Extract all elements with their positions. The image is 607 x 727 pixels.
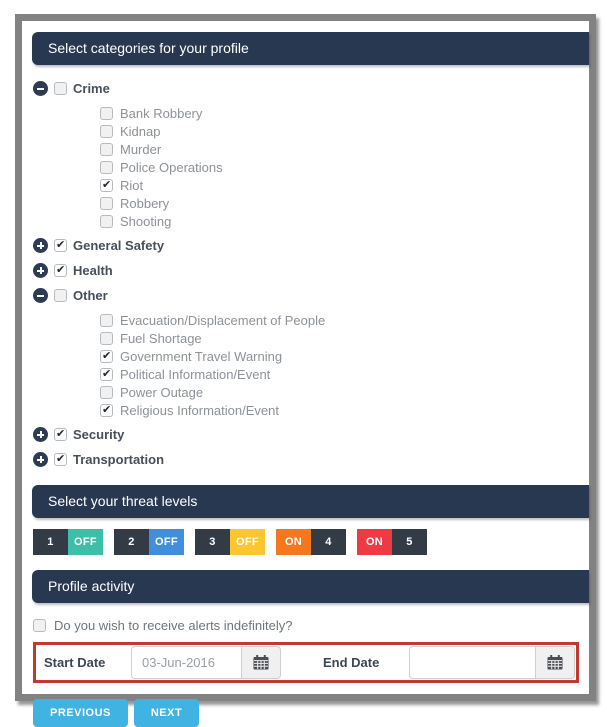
subcategory-row-bank-robbery <box>100 105 589 121</box>
category-label: Security <box>73 427 125 442</box>
categories-section-header: Select categories for your profile <box>32 32 589 65</box>
activity-section-header: Profile activity <box>32 570 589 603</box>
category-row-health <box>33 262 589 279</box>
subcategory-row-police-operations <box>100 159 589 175</box>
subcategory-row-evacuation-displacement-of-people <box>100 312 589 328</box>
toggle-segment: 1 <box>33 529 68 555</box>
toggle-segment: 3 <box>195 529 230 555</box>
threat-section-header: Select your threat levels <box>32 485 589 518</box>
threat-level-1-toggle[interactable] <box>33 529 103 555</box>
category-row-security <box>33 426 589 443</box>
subcategory-row-government-travel-warning <box>100 348 589 364</box>
subcategory-checkbox-bank-robbery[interactable] <box>100 107 113 120</box>
subcategory-label: Police Operations <box>120 159 223 175</box>
subcategory-label: Religious Information/Event <box>120 402 279 418</box>
subcategory-row-murder <box>100 141 589 157</box>
category-label: General Safety <box>73 238 165 253</box>
subcategory-row-political-information-event <box>100 366 589 382</box>
subcategory-checkbox-shooting[interactable] <box>100 215 113 228</box>
previous-button[interactable]: PREVIOUS <box>33 699 128 727</box>
subcategory-row-kidnap <box>100 123 589 139</box>
category-checkbox-security[interactable] <box>54 428 67 441</box>
subcategory-checkbox-riot[interactable] <box>100 179 113 192</box>
subcategory-checkbox-political-information-event[interactable] <box>100 368 113 381</box>
subcategory-label: Robbery <box>120 195 170 211</box>
threat-level-toggles <box>33 529 589 555</box>
toggle-segment: ON <box>276 529 311 555</box>
calendar-icon <box>253 655 269 670</box>
subcategory-label: Murder <box>120 141 162 157</box>
calendar-icon <box>547 655 563 670</box>
subcategory-checkbox-police-operations[interactable] <box>100 161 113 174</box>
subcategory-checkbox-religious-information-event[interactable] <box>100 404 113 417</box>
subcategory-label: Power Outage <box>120 384 204 400</box>
subcategory-checkbox-murder[interactable] <box>100 143 113 156</box>
subcategory-label: Riot <box>120 177 144 193</box>
category-label: Transportation <box>73 452 165 467</box>
end-date-label: End Date <box>323 655 380 670</box>
toggle-segment: 4 <box>311 529 346 555</box>
toggle-segment: OFF <box>230 529 265 555</box>
plus-circle-icon[interactable] <box>33 452 48 467</box>
subcategory-checkbox-kidnap[interactable] <box>100 125 113 138</box>
category-row-crime <box>33 80 589 97</box>
subcategory-label: Shooting <box>120 213 172 229</box>
threat-level-5-toggle[interactable] <box>357 529 427 555</box>
start-date-label: Start Date <box>44 655 106 670</box>
category-row-transportation <box>33 451 589 468</box>
subcategory-label: Bank Robbery <box>120 105 203 121</box>
category-checkbox-transportation[interactable] <box>54 453 67 466</box>
category-checkbox-crime[interactable] <box>54 82 67 95</box>
category-checkbox-health[interactable] <box>54 264 67 277</box>
subcategory-row-power-outage <box>100 384 589 400</box>
threat-level-2-toggle[interactable] <box>114 529 184 555</box>
category-row-general-safety <box>33 237 589 254</box>
toggle-segment: ON <box>357 529 392 555</box>
subcategory-checkbox-power-outage[interactable] <box>100 386 113 399</box>
threat-level-4-toggle[interactable] <box>276 529 346 555</box>
next-button[interactable]: NEXT <box>134 699 199 727</box>
subcategory-label: Political Information/Event <box>120 366 271 382</box>
category-row-other <box>33 287 589 304</box>
end-date-calendar-button[interactable] <box>535 646 575 679</box>
minus-circle-icon[interactable] <box>33 81 48 96</box>
category-label: Health <box>73 263 113 278</box>
wizard-nav-row <box>33 699 589 727</box>
subcategory-checkbox-robbery[interactable] <box>100 197 113 210</box>
end-date-input[interactable] <box>409 646 535 679</box>
subcategory-row-riot <box>100 177 589 193</box>
subcategory-label: Evacuation/Displacement of People <box>120 312 326 328</box>
plus-circle-icon[interactable] <box>33 238 48 253</box>
indefinite-alerts-label: Do you wish to receive alerts indefinitely? <box>54 618 293 633</box>
subcategory-checkbox-evacuation-displacement-of-people[interactable] <box>100 314 113 327</box>
start-date-calendar-button[interactable] <box>241 646 281 679</box>
indefinite-alerts-row <box>33 618 589 633</box>
category-tree <box>22 65 589 468</box>
subcategory-label: Fuel Shortage <box>120 330 202 346</box>
category-checkbox-other[interactable] <box>54 289 67 302</box>
screenshot-frame <box>15 14 596 719</box>
category-label: Crime <box>73 81 110 96</box>
start-date-group <box>131 646 281 679</box>
start-date-input[interactable] <box>131 646 241 679</box>
subcategory-row-religious-information-event <box>100 402 589 418</box>
subcategory-row-shooting <box>100 213 589 229</box>
profile-setup-panel <box>22 21 589 719</box>
subcategory-label: Government Travel Warning <box>120 348 283 364</box>
category-checkbox-general-safety[interactable] <box>54 239 67 252</box>
toggle-segment: OFF <box>68 529 103 555</box>
toggle-segment: 2 <box>114 529 149 555</box>
plus-circle-icon[interactable] <box>33 263 48 278</box>
plus-circle-icon[interactable] <box>33 427 48 442</box>
subcategory-checkbox-government-travel-warning[interactable] <box>100 350 113 363</box>
subcategory-row-robbery <box>100 195 589 211</box>
indefinite-alerts-checkbox[interactable] <box>33 619 46 632</box>
annotation-highlight-box <box>33 642 579 683</box>
toggle-segment: 5 <box>392 529 427 555</box>
category-label: Other <box>73 288 108 303</box>
end-date-group <box>409 646 575 679</box>
subcategory-checkbox-fuel-shortage[interactable] <box>100 332 113 345</box>
subcategory-row-fuel-shortage <box>100 330 589 346</box>
subcategory-label: Kidnap <box>120 123 161 139</box>
toggle-segment: OFF <box>149 529 184 555</box>
threat-level-3-toggle[interactable] <box>195 529 265 555</box>
minus-circle-icon[interactable] <box>33 288 48 303</box>
